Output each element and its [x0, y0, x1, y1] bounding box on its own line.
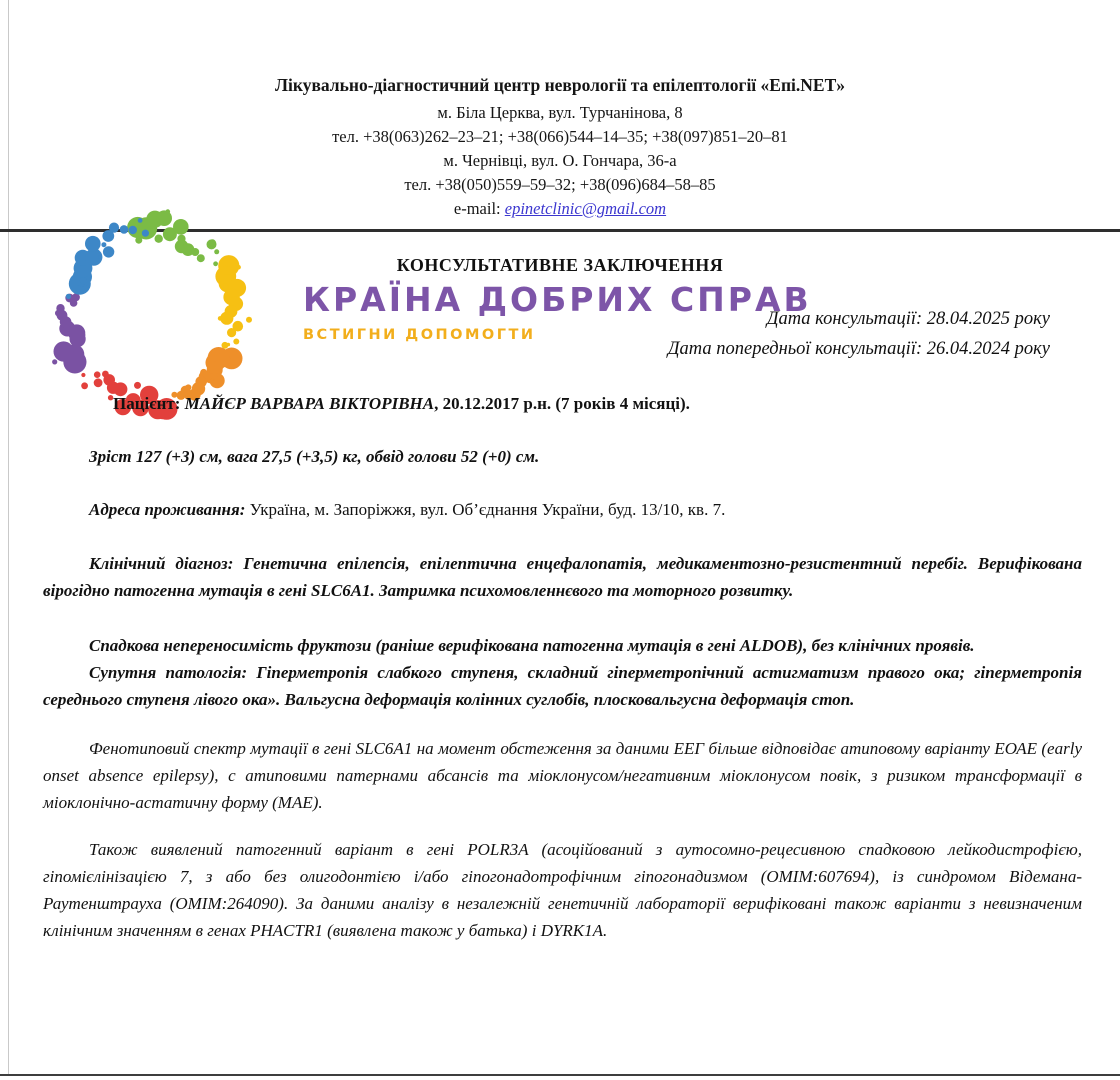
document-title: КОНСУЛЬТАТИВНЕ ЗАКЛЮЧЕННЯ: [396, 255, 724, 275]
address-value: Україна, м. Запоріжжя, вул. Об’єднання України, буд. 13/10, кв. 7.: [249, 500, 726, 519]
address-label: Адреса проживання:: [89, 500, 246, 519]
fructose-intolerance-paragraph: Спадкова непереносимість фруктози (раніше верифікована патогенна мутація в гені ALDOB), без клінічних проявів.: [89, 636, 975, 655]
email-label: e-mail:: [453, 199, 501, 218]
patient-birthdate-age: , 20.12.2017 р.н. (7 років 4 місяці).: [434, 394, 690, 413]
patient-label: Пацієнт:: [113, 394, 181, 413]
brand-tagline: ВСТИГНИ ДОПОМОГТИ: [303, 327, 536, 343]
anthropometry-line: Зріст 127 (+3) см, вага 27,5 (+3,5) кг, обвід голови 52 (+0) см.: [89, 447, 540, 466]
clinic-header: [0, 0, 1120, 221]
patient-line: [43, 390, 1082, 417]
comorbidity-paragraph: Супутня патологія: Гіперметропія слабкого ступеня, складний гіперметропічний астигматизм правого ока; гіперметропія середнього ступеня лівого ока». Вальгусна деформація колінних суглобів, плосковальгусна деформація стоп.: [43, 663, 1082, 709]
patient-name: МАЙЄР ВАРВАРА ВІКТОРІВНА: [184, 394, 435, 413]
page-bottom-edge: [0, 1074, 1120, 1076]
title-and-brand-row: [0, 232, 1120, 384]
clinic-name: Лікувально-діагностичний центр неврології та епілептології «Епі.NET»: [274, 75, 846, 95]
consultation-date: Дата консультації: 28.04.2025 року: [766, 309, 1050, 329]
document-body: [0, 390, 1120, 944]
clinical-diagnosis-paragraph: Клінічний діагноз: Генетична епілепсія, епілептична енцефалопатія, медикаментозно-резистентний перебіг. Верифікована вірогідно патогенна мутація в гені SLC6A1. Затримка психомовленнєвого та моторного розвитку.: [43, 554, 1082, 600]
phenotype-spectrum-paragraph: Фенотиповий спектр мутації в гені SLC6A1 на момент обстеження за даними ЕЕГ більше відповідає атиповому варіанту ЕОАЕ (early onset absence epilepsy), с атиповими патернами абсансів та міоклонусом/негативним міоклонусом повік, з ризиком трансформації в міоклонічно-астатичну форму (МАЕ).: [43, 739, 1082, 812]
clinic-email-link[interactable]: epinetclinic@gmail.com: [504, 199, 667, 218]
clinic-phones-line-2: тел. +38(050)559–59–32; +38(096)684–58–85: [404, 175, 716, 194]
clinic-address-bila-tserkva: м. Біла Церква, вул. Турчанінова, 8: [437, 103, 683, 122]
clinic-phones-line-1: тел. +38(063)262–23–21; +38(066)544–14–35; +38(097)851–20–81: [332, 127, 788, 146]
previous-consultation-date: Дата попередньої консультації: 26.04.2024 року: [667, 339, 1050, 359]
brand-title: КРАЇНА ДОБРИХ СПРАВ: [303, 280, 812, 319]
polr3a-variant-paragraph: Також виявлений патогенний варіант в гені POLR3A (асоційований з аутосомно-рецесивною спадковою лейкодистрофією, гіпомієлінізацією 7, з або без олигодонтією і/або гіпогонадотрофічним гіпогонадизмом (ОМІМ:607694), із синдромом Відемана-Раутенштрауха (ОМІМ:264090). За даними аналізу в незалежній генетичній лабораторії верифіковані також варіанти з невизначеним клінічним значенням в генах PHACTR1 (виявлена також у батька) і DYRK1A.: [43, 840, 1082, 940]
consultation-dates: [668, 304, 1050, 364]
clinic-address-chernivtsi: м. Чернівці, вул. О. Гончара, 36-а: [443, 151, 677, 170]
address-line: [43, 496, 1082, 523]
